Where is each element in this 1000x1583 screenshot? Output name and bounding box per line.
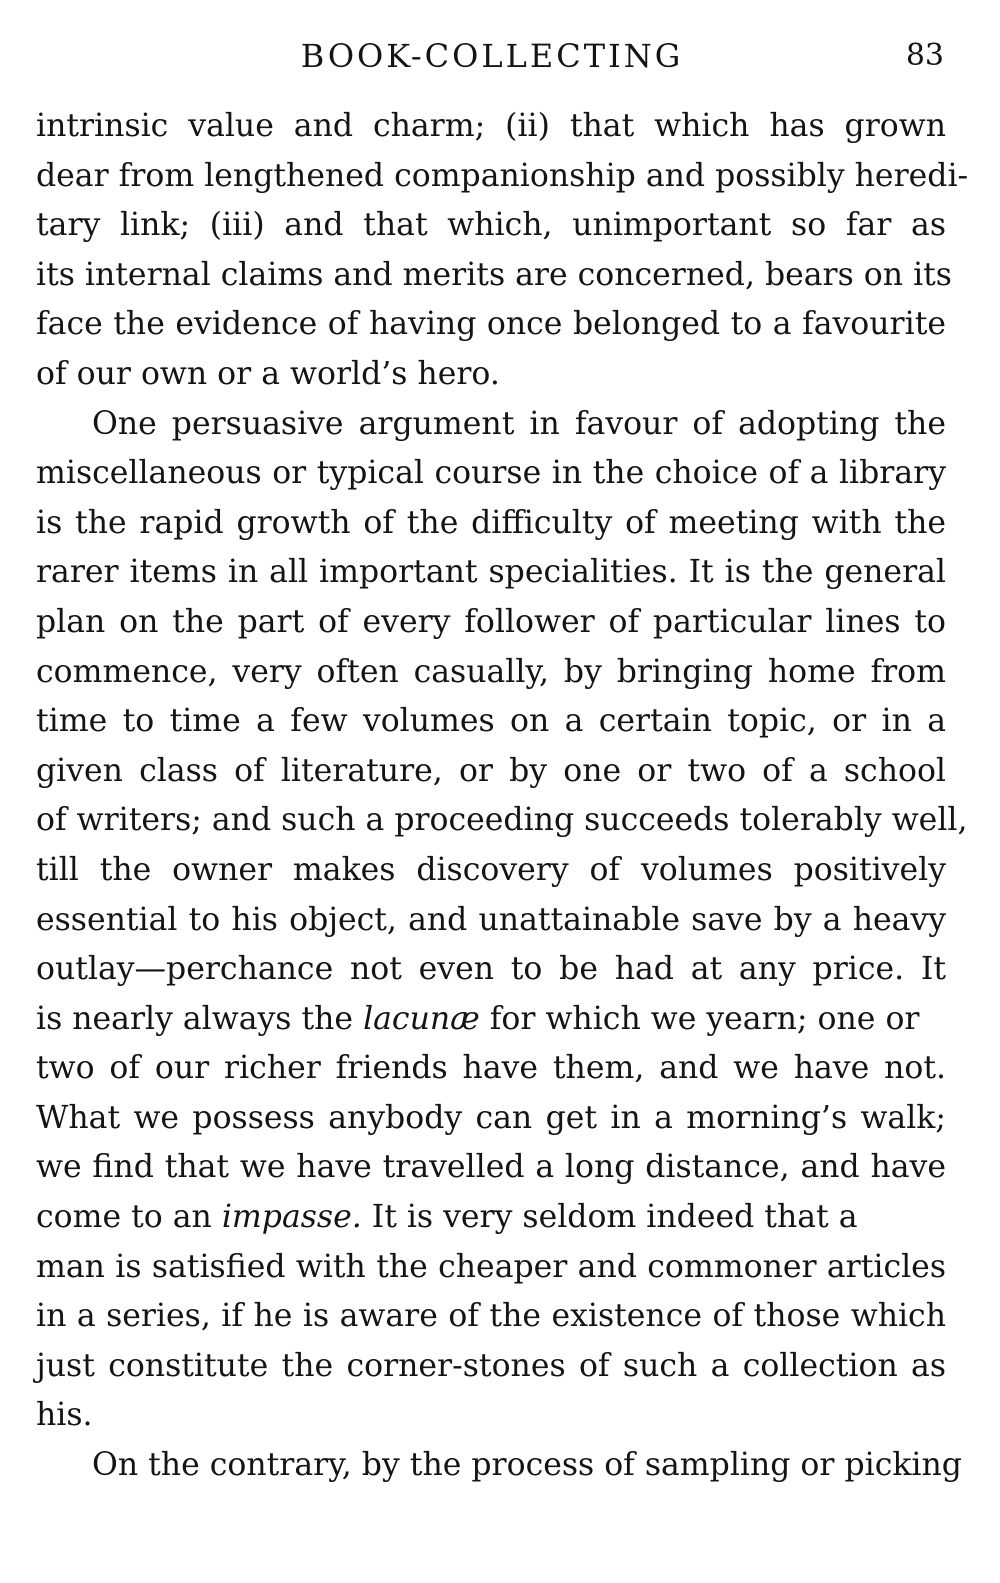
text-line: time to time a few volumes on a certain topic, or in a — [36, 703, 946, 740]
text-line: commence, very often casually, by bringing home from — [36, 653, 946, 690]
text-segment: It is very seldom indeed that a — [361, 1199, 858, 1236]
body-text — [36, 102, 969, 1491]
text-line: essential to his object, and unattainable save by a heavy — [36, 901, 946, 938]
italic-term: lacunæ — [363, 1000, 480, 1037]
text-line: given class of literature, or by one or two of a school — [36, 752, 946, 789]
text-line: What we possess anybody can get in a morning’s walk; — [36, 1099, 946, 1136]
text-line: is the rapid growth of the difficulty of meeting with the — [36, 504, 946, 541]
text-line: man is satisfied with the cheaper and commoner articles — [36, 1248, 946, 1285]
text-segment: for which we yearn; one or — [479, 1000, 920, 1037]
text-segment: come to an — [36, 1199, 222, 1236]
text-line: One persuasive argument in favour of adopting the — [92, 405, 946, 442]
text-line: face the evidence of having once belonged to a favourite — [36, 306, 946, 343]
text-segment: is nearly always the — [36, 1000, 364, 1037]
text-line: his. — [36, 1397, 93, 1434]
text-line: On the contrary, by the process of sampling or picking — [92, 1447, 962, 1484]
text-line: miscellaneous or typical course in the choice of a library — [36, 455, 946, 492]
running-head — [40, 36, 944, 76]
page-number: 83 — [905, 38, 944, 73]
text-line: in a series, if he is aware of the existence of those which — [36, 1298, 946, 1335]
text-line: dear from lengthened companionship and possibly heredi- — [36, 157, 969, 194]
text-line: rarer items in all important specialities. It is the general — [36, 554, 946, 591]
text-line — [36, 995, 946, 1045]
text-line — [36, 1193, 946, 1243]
text-line: tary link; (iii) and that which, unimportant so far as — [36, 207, 946, 244]
text-line: we find that we have travelled a long distance, and have — [36, 1149, 946, 1186]
text-line: till the owner makes discovery of volumes positively — [36, 851, 946, 888]
text-line: its internal claims and merits are concerned, bears on its — [36, 256, 952, 293]
text-line: just constitute the corner-stones of such a collection as — [36, 1347, 946, 1384]
running-title: BOOK-COLLECTING — [300, 37, 684, 75]
text-line: outlay—perchance not even to be had at any price. It — [36, 951, 946, 988]
text-line: plan on the part of every follower of particular lines to — [36, 603, 946, 640]
text-line: two of our richer friends have them, and we have not. — [36, 1050, 946, 1087]
text-line: of writers; and such a proceeding succeeds tolerably well, — [36, 802, 968, 839]
italic-term: impasse. — [221, 1199, 362, 1236]
text-line: intrinsic value and charm; (ii) that which has grown — [36, 108, 946, 144]
text-line: of our own or a world’s hero. — [36, 355, 500, 392]
